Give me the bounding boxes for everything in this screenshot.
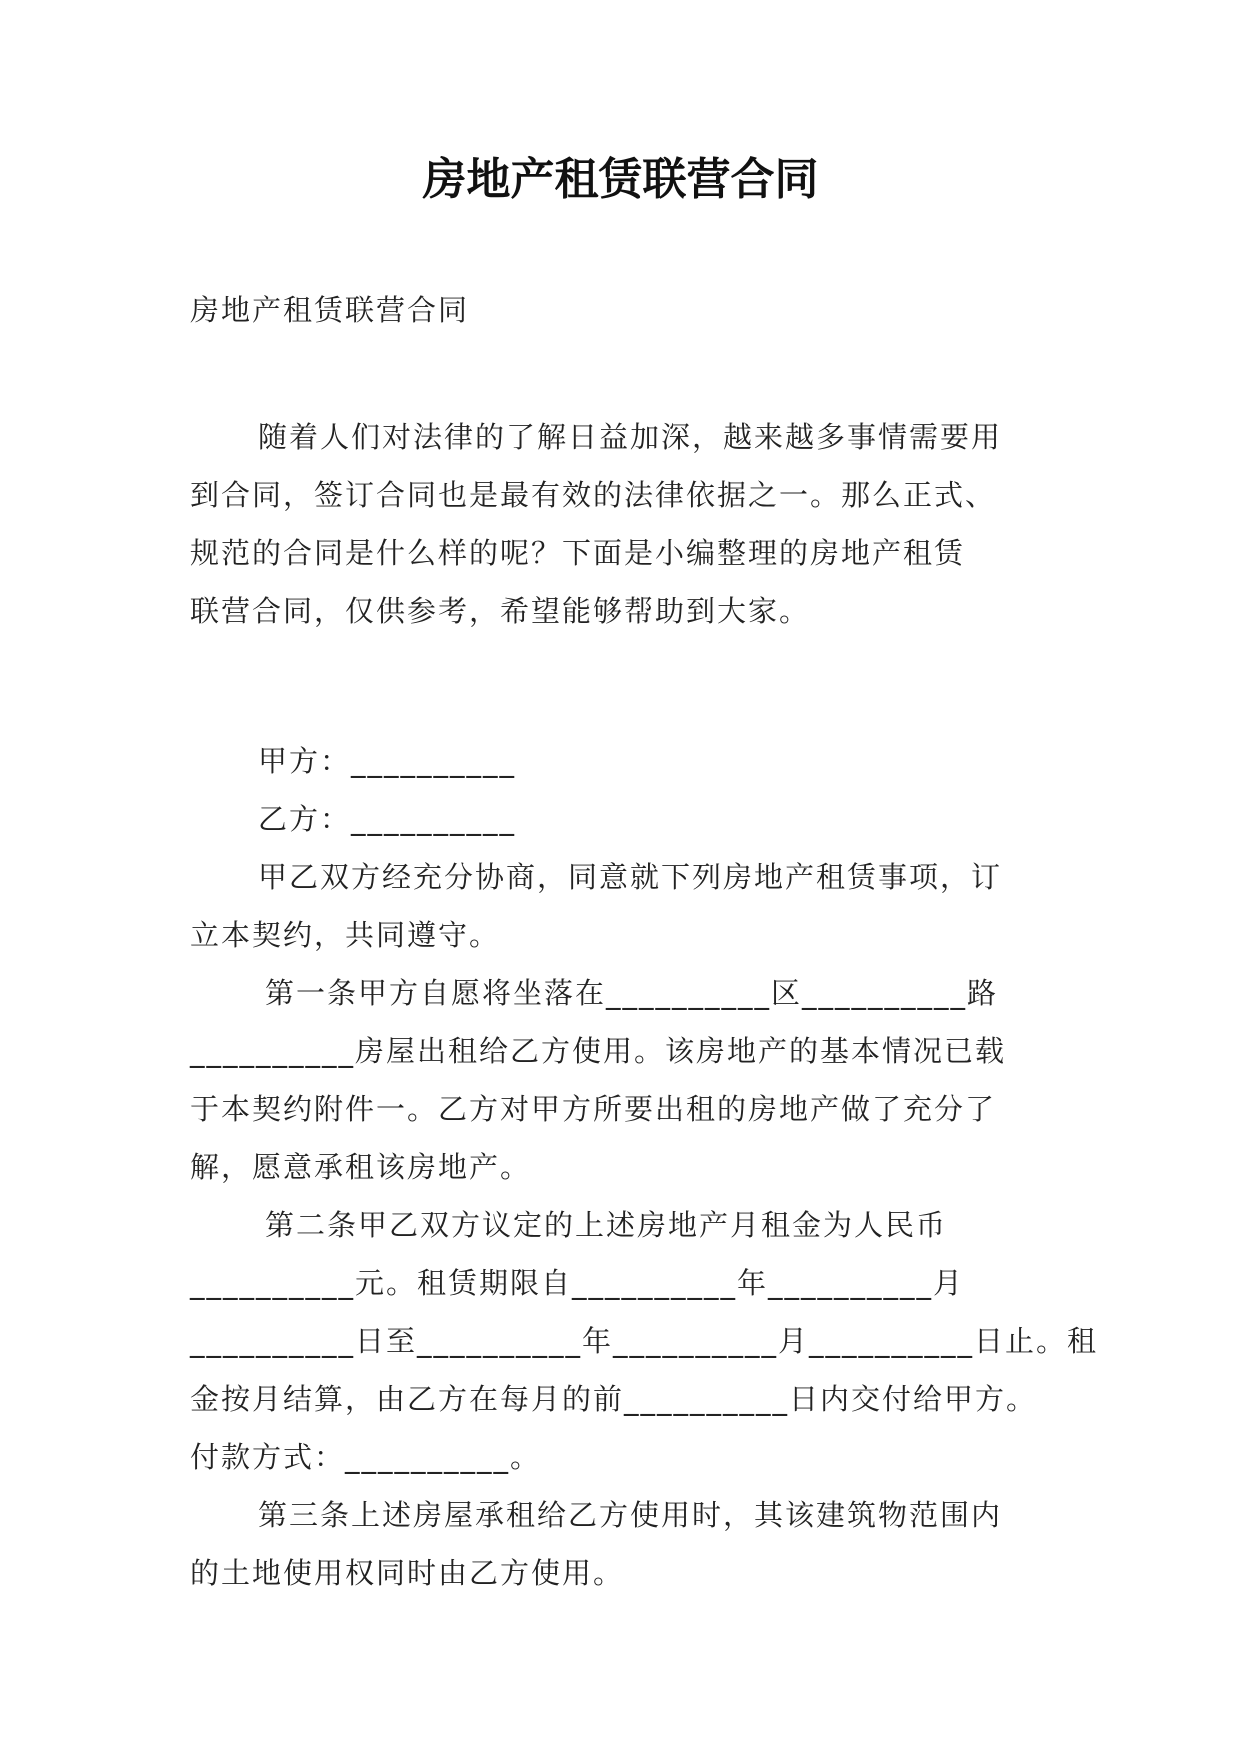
article-2-line: 付款方式：__________。 xyxy=(190,1440,542,1474)
article-2-line: 第二条甲乙双方议定的上述房地产月租金为人民币 xyxy=(265,1208,948,1242)
article-3-line: 第三条上述房屋承租给乙方使用时，其该建筑物范围内 xyxy=(258,1498,1003,1532)
intro-line: 随着人们对法律的了解日益加深，越来越多事情需要用 xyxy=(258,420,1003,454)
article-1-line: __________房屋出租给乙方使用。该房地产的基本情况已载 xyxy=(190,1034,1007,1068)
article-2-line: __________日至__________年__________月__________日止。租 xyxy=(190,1324,1099,1358)
article-2 xyxy=(190,1196,1099,1486)
article-1-line: 解，愿意承租该房地产。 xyxy=(190,1150,532,1184)
article-1-line: 第一条甲方自愿将坐落在__________区__________路 xyxy=(265,976,999,1010)
article-2-line: __________元。租赁期限自__________年__________月 xyxy=(190,1266,965,1300)
document-title: 房地产租赁联营合同 xyxy=(422,154,819,205)
article-2-line: 金按月结算，由乙方在每月的前__________日内交付给甲方。 xyxy=(190,1382,1038,1416)
intro-paragraph xyxy=(190,408,1070,640)
party-a-field: 甲方：__________ xyxy=(258,744,517,778)
document-body xyxy=(190,408,1099,1602)
intro-line: 规范的合同是什么样的呢？下面是小编整理的房地产租赁 xyxy=(190,536,966,570)
paragraph-gap xyxy=(190,640,1070,732)
document-subtitle: 房地产租赁联营合同 xyxy=(190,293,470,327)
intro-line: 联营合同，仅供参考，希望能够帮助到大家。 xyxy=(190,594,811,628)
article-3 xyxy=(190,1486,1070,1602)
article-3-line: 的土地使用权同时由乙方使用。 xyxy=(190,1556,625,1590)
party-b-field: 乙方：__________ xyxy=(258,802,517,836)
intro-line: 到合同，签订合同也是最有效的法律依据之一。那么正式、 xyxy=(190,478,997,512)
agreement-paragraph xyxy=(190,848,1070,964)
article-1 xyxy=(190,964,1070,1196)
agreement-line: 立本契约，共同遵守。 xyxy=(190,918,501,952)
article-1-line: 于本契约附件一。乙方对甲方所要出租的房地产做了充分了 xyxy=(190,1092,997,1126)
agreement-line: 甲乙双方经充分协商，同意就下列房地产租赁事项，订 xyxy=(258,860,1003,894)
